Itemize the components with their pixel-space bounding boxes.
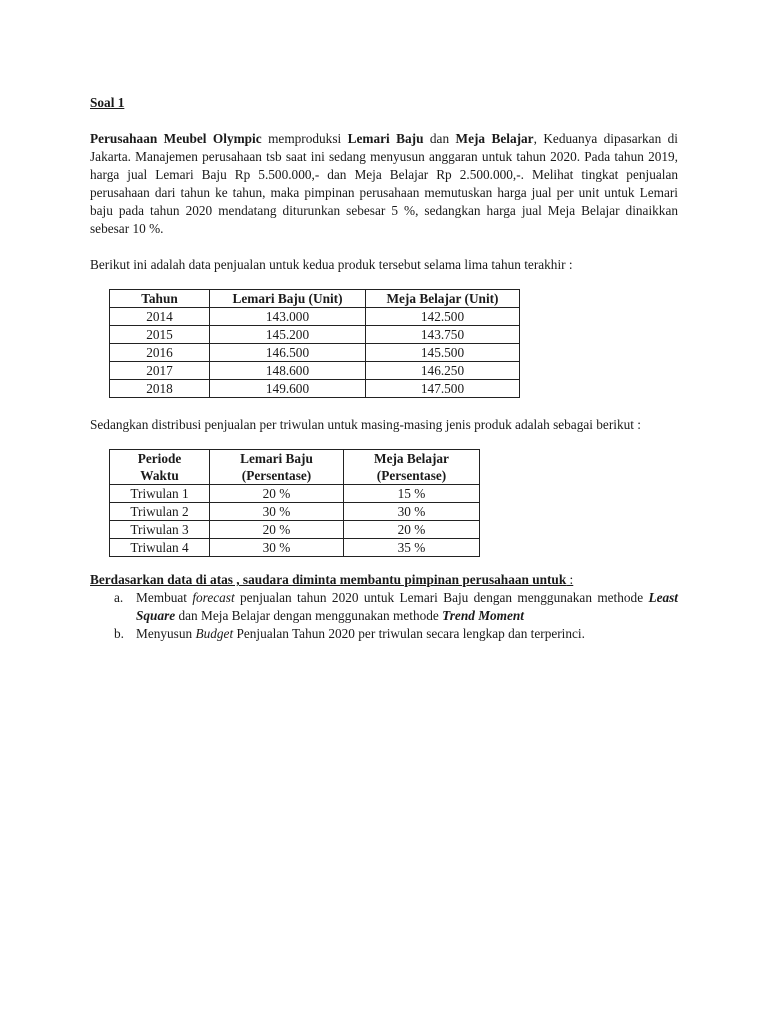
column-header: Tahun [110,290,210,308]
intro-text-1: memproduksi [261,131,348,146]
header-line: Waktu [140,468,179,483]
intro-paragraph [90,130,678,238]
header-line: (Persentase) [241,468,312,483]
header-line: (Persentase) [376,468,447,483]
lemari-cell: 146.500 [210,344,366,362]
table-row [110,380,520,398]
sales-intro: Berikut ini adalah data penjualan untuk kedua produk tersebut selama lima tahun terakhir : [90,257,573,272]
meja-cell: 143.750 [366,326,520,344]
table-row [110,485,480,503]
year-cell: 2017 [110,362,210,380]
task-list [90,589,678,643]
task-emphasis: Budget [195,626,234,641]
product-1-name: Lemari Baju [347,131,424,146]
lemari-cell: 145.200 [210,326,366,344]
year-cell: 2016 [110,344,210,362]
meja-cell: 146.250 [366,362,520,380]
method-name: Trend Moment [442,608,525,623]
page-title: Soal 1 [90,95,125,110]
table-header-row [110,290,520,308]
task-text: Membuat [136,590,193,605]
lemari-cell: 148.600 [210,362,366,380]
task-text: dan Meja Belajar dengan menggunakan methode [175,608,443,623]
task-heading-colon: : [566,572,574,587]
column-header [344,450,480,485]
intro-text-3: , Keduanya dipasarkan di Jakarta. Manajemen perusahaan tsb saat ini sedang menyusun anggaran untuk tahun 2020. Pada tahun 2019, harga jual Lemari Baju Rp 5.500.000,- dan Meja Belajar Rp 2.500.000,-. Melihat tingkat penjualan perusahaan dari tahun ke tahun, maka pimpinan perusahaan memutuskan harga jual per unit untuk Lemari baju pada tahun 2020 mendatang diturunkan sebesar 5 %, sedangkan harga jual Meja Belajar dinaikkan sebesar 10 %. [90,131,678,236]
lemari-cell: 143.000 [210,308,366,326]
table-row [110,308,520,326]
list-item [90,625,678,643]
list-marker: b. [114,626,124,641]
task-heading [90,571,678,589]
lemari-pct-cell: 30 % [210,539,344,557]
sales-table [109,289,520,398]
task-text: Menyusun [136,626,196,641]
product-2-name: Meja Belajar [455,131,534,146]
column-header: Meja Belajar (Unit) [366,290,520,308]
distribution-table [109,449,480,557]
meja-pct-cell: 20 % [344,521,480,539]
task-emphasis: forecast [192,590,235,605]
task-heading-text: Berdasarkan data di atas , saudara diminta membantu pimpinan perusahaan untuk [90,572,567,587]
list-item [90,589,678,625]
table-row [110,344,520,362]
lemari-cell: 149.600 [210,380,366,398]
company-name: Perusahaan Meubel Olympic [90,131,262,146]
intro-text-2: dan [423,131,456,146]
period-cell: Triwulan 2 [110,503,210,521]
list-marker: a. [114,590,124,605]
meja-pct-cell: 30 % [344,503,480,521]
document-page [90,94,678,643]
column-header [210,450,344,485]
lemari-pct-cell: 30 % [210,503,344,521]
header-line: Lemari Baju [240,451,313,466]
year-cell: 2015 [110,326,210,344]
period-cell: Triwulan 3 [110,521,210,539]
table-header-row [110,450,480,485]
meja-pct-cell: 15 % [344,485,480,503]
table-row [110,521,480,539]
meja-cell: 142.500 [366,308,520,326]
task-text: penjualan tahun 2020 untuk Lemari Baju dengan menggunakan methode [234,590,649,605]
table-row [110,362,520,380]
method-name: Least Square [136,590,678,623]
column-header: Lemari Baju (Unit) [210,290,366,308]
distribution-intro: Sedangkan distribusi penjualan per triwulan untuk masing-masing jenis produk adalah sebagai berikut : [90,417,641,432]
column-header [110,450,210,485]
table-row [110,326,520,344]
lemari-pct-cell: 20 % [210,485,344,503]
year-cell: 2014 [110,308,210,326]
task-text: Penjualan Tahun 2020 per triwulan secara lengkap dan terperinci. [233,626,585,641]
lemari-pct-cell: 20 % [210,521,344,539]
header-line: Periode [137,451,182,466]
table-row [110,539,480,557]
meja-pct-cell: 35 % [344,539,480,557]
period-cell: Triwulan 4 [110,539,210,557]
meja-cell: 147.500 [366,380,520,398]
year-cell: 2018 [110,380,210,398]
period-cell: Triwulan 1 [110,485,210,503]
table-row [110,503,480,521]
meja-cell: 145.500 [366,344,520,362]
header-line: Meja Belajar [374,451,449,466]
